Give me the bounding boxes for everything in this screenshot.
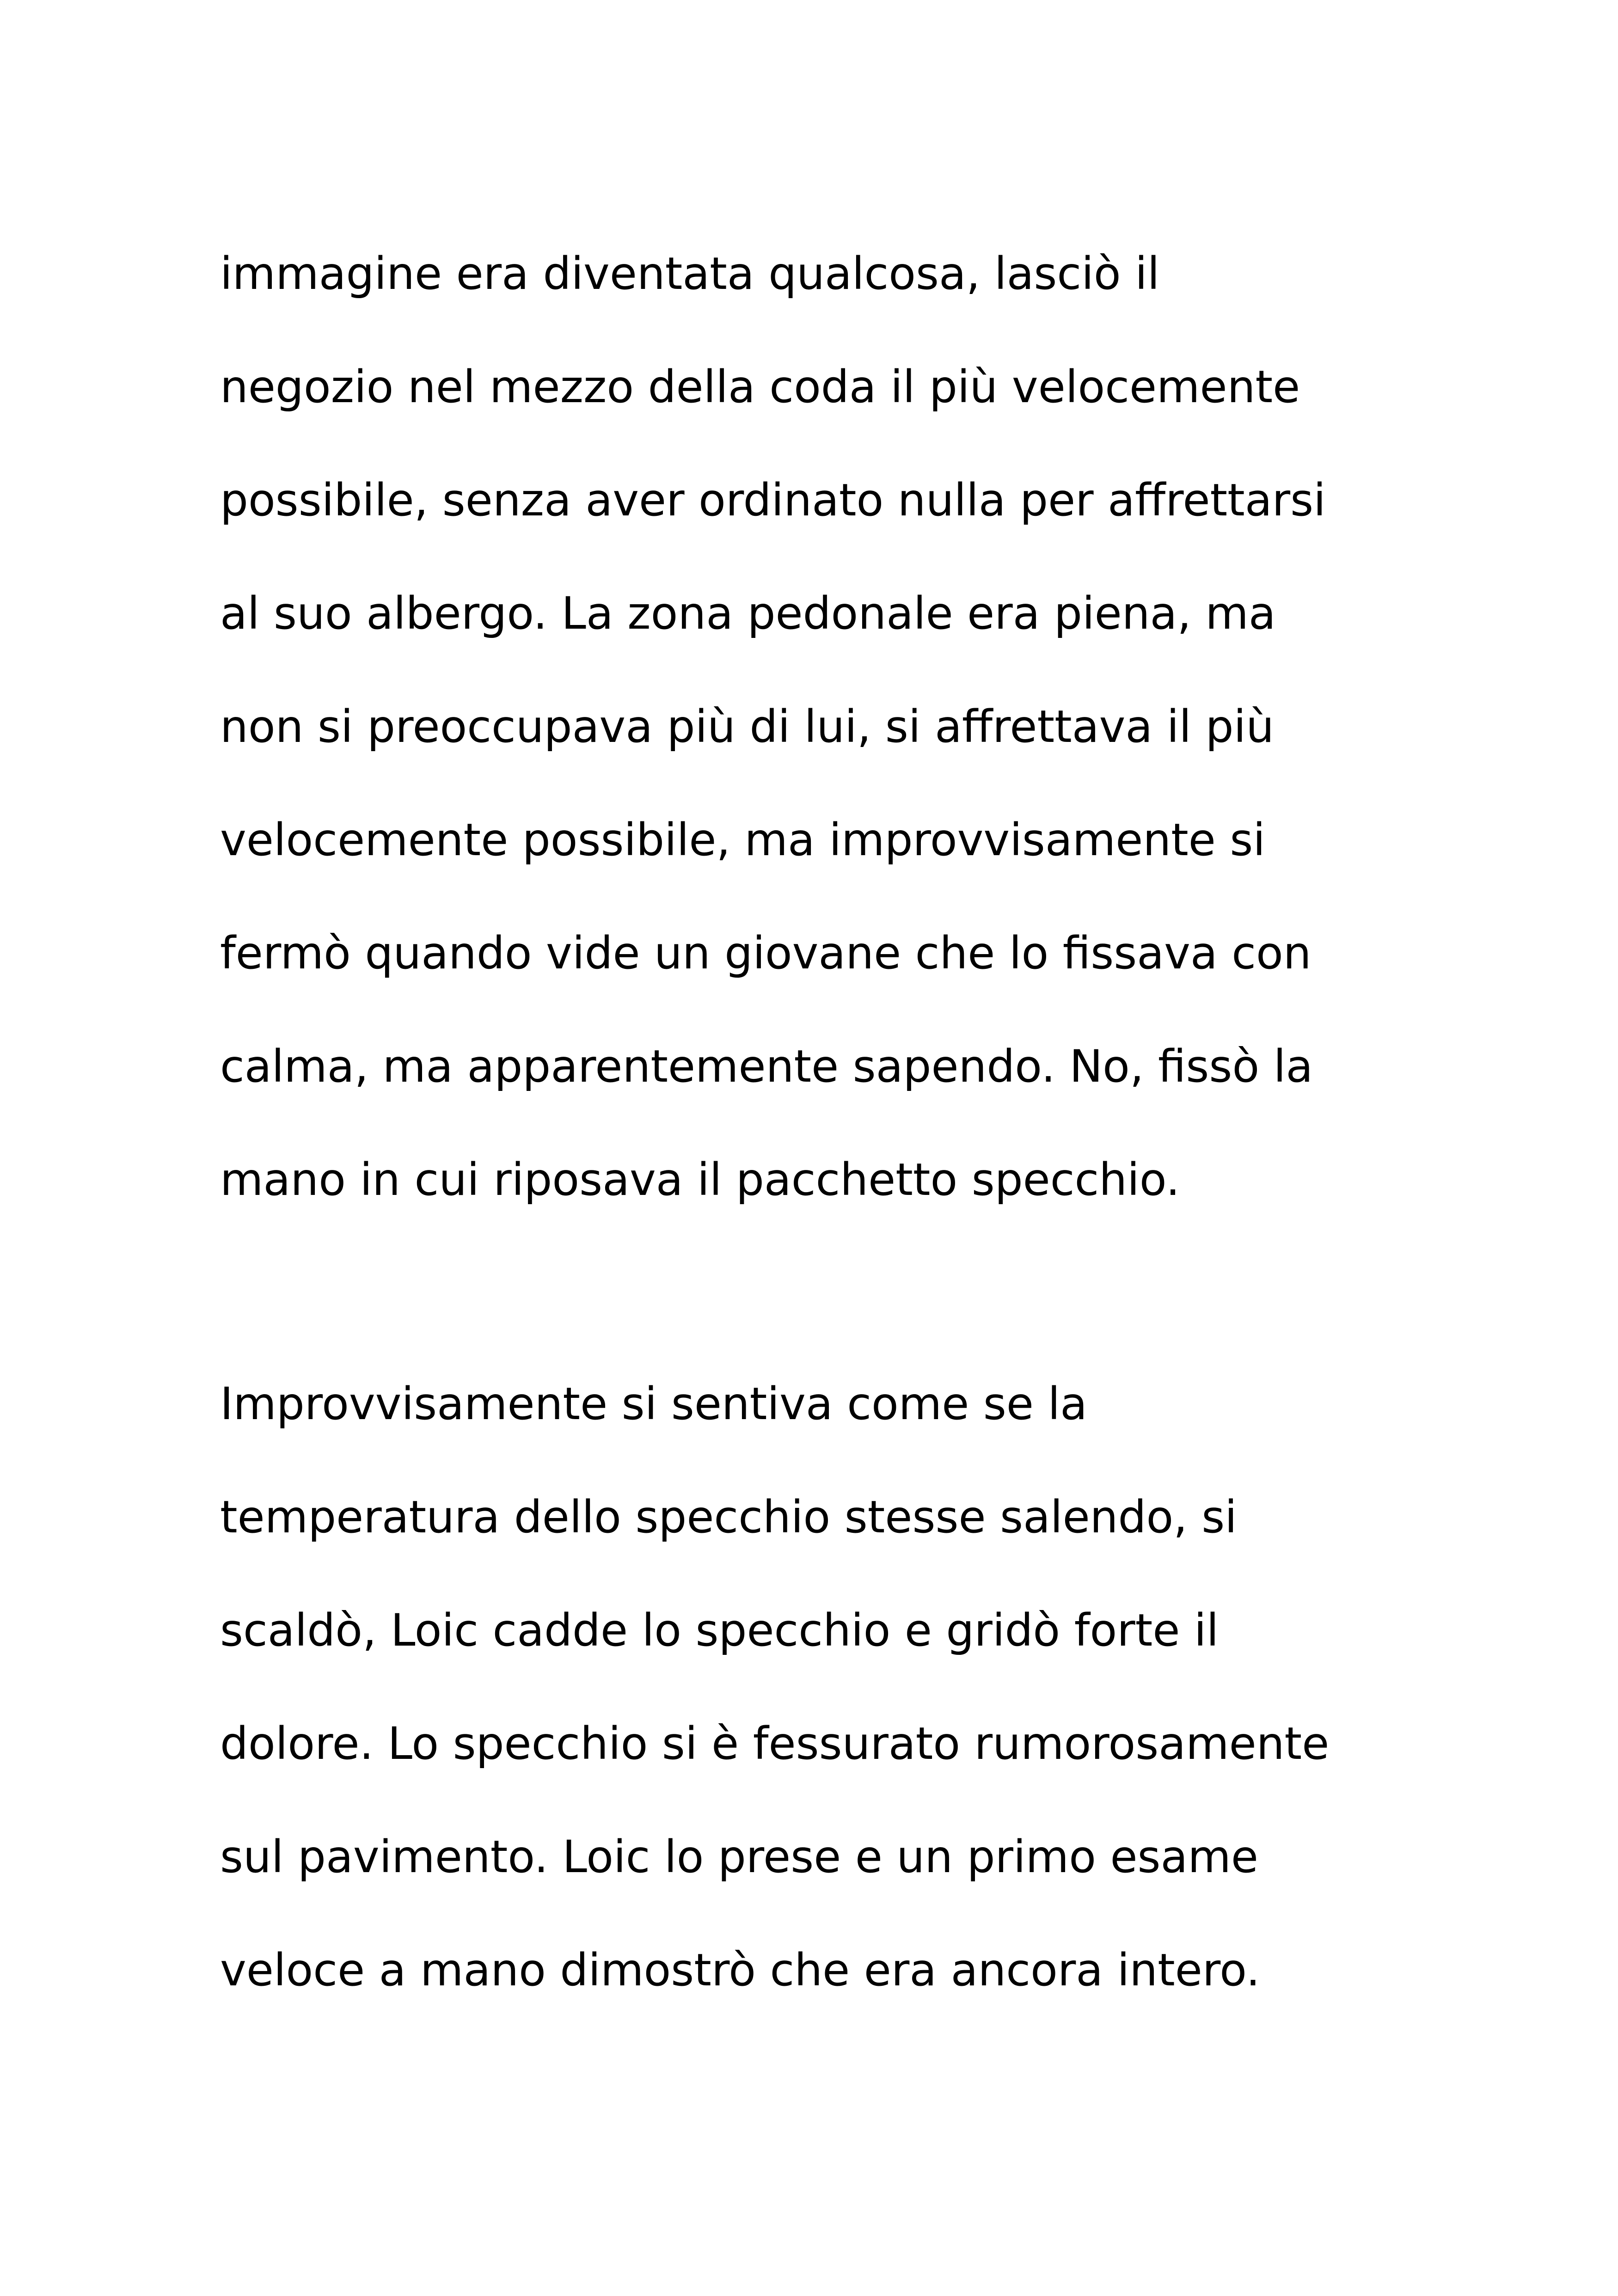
paragraph-line: fermò quando vide un giovane che lo fissava con <box>220 927 1312 979</box>
paragraph-line: veloce a mano dimostrò che era ancora intero. <box>220 1944 1260 1996</box>
paragraph-line: temperatura dello specchio stesse salendo, si <box>220 1491 1237 1543</box>
paragraph-line: non si preoccupava più di lui, si affrettava il più <box>220 701 1275 753</box>
paragraph-line: Improvvisamente si sentiva come se la <box>220 1378 1087 1430</box>
paragraph-line: sul pavimento. Loic lo prese e un primo esame <box>220 1831 1258 1883</box>
paragraph-line: possibile, senza aver ordinato nulla per affrettarsi <box>220 474 1326 526</box>
paragraph-2 <box>220 1347 1468 2027</box>
paragraph-line: scaldò, Loic cadde lo specchio e gridò forte il <box>220 1604 1219 1656</box>
paragraph-line: immagine era diventata qualcosa, lasciò il <box>220 248 1160 300</box>
paragraph-line: mano in cui riposava il pacchetto specchio. <box>220 1154 1180 1206</box>
paragraph-1 <box>220 217 1468 1237</box>
paragraph-line: velocemente possibile, ma improvvisamente si <box>220 814 1266 866</box>
paragraph-line: negozio nel mezzo della coda il più velocemente <box>220 361 1300 413</box>
paragraph-line: dolore. Lo specchio si è fessurato rumorosamente <box>220 1718 1330 1769</box>
paragraph-line: al suo albergo. La zona pedonale era piena, ma <box>220 588 1276 639</box>
paragraph-line: calma, ma apparentemente sapendo. No, fissò la <box>220 1041 1313 1092</box>
